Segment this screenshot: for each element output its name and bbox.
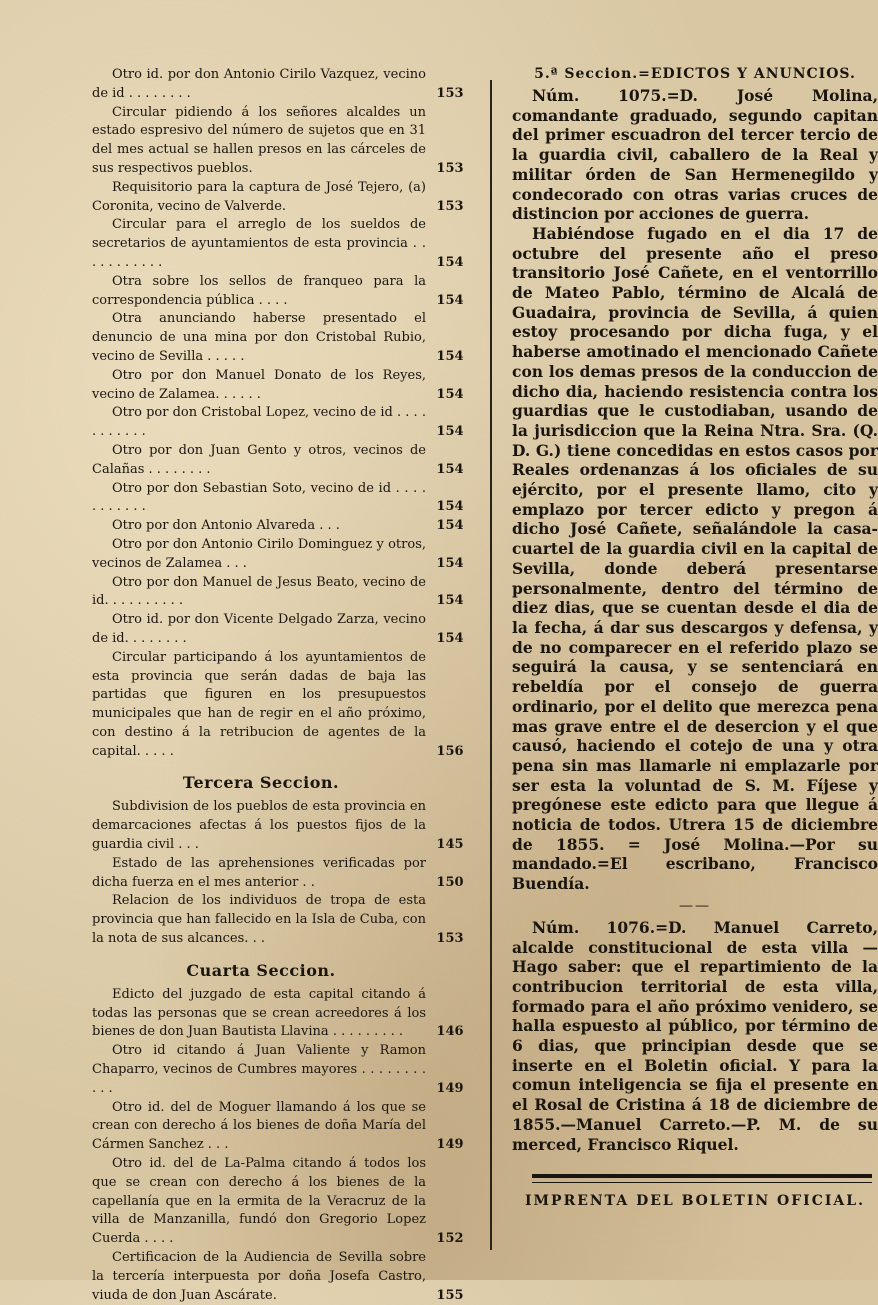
index-entry-text: Otro id. por don Antonio Cirilo Vazquez, vecino de id . . . . . . . .	[92, 67, 426, 101]
index-entry	[92, 404, 470, 442]
column-divider	[490, 80, 492, 1250]
index-entry	[92, 1155, 470, 1249]
index-entry-page: 154	[436, 254, 464, 270]
section-title-tercera: Tercera Seccion.	[182, 773, 340, 793]
index-entry	[92, 1042, 470, 1098]
index-entry-page: 153	[436, 931, 464, 947]
index-entry-page: 156	[436, 743, 464, 759]
index-entry-page: 149	[436, 1080, 464, 1096]
index-entry	[92, 442, 470, 480]
index-entry-page: 155	[436, 1287, 464, 1303]
index-entries-fourth-section	[92, 986, 470, 1305]
index-entry-page: 154	[436, 630, 464, 646]
index-entry-text: Otra anunciando haberse presentado el denuncio de una mina por don Cristobal Rubio, vecino de Sevilla . . . . .	[92, 311, 426, 364]
index-entry-text: Otro id. por don Vicente Delgado Zarza, vecino de id. . . . . . . .	[92, 612, 426, 646]
index-entry-text: Otro por don Antonio Alvareda . . .	[112, 518, 340, 534]
index-entry	[92, 611, 470, 649]
index-entry	[92, 855, 470, 893]
index-entry	[92, 480, 470, 518]
index-entry-text: Otro por don Manuel de Jesus Beato, vecino de id. . . . . . . . . .	[92, 574, 426, 609]
index-entry	[92, 649, 470, 762]
index-entry-page: 145	[436, 837, 464, 853]
index-entry-page: 154	[436, 555, 464, 571]
index-entry-page: 154	[436, 461, 464, 477]
index-entry-text: Otro por don Manuel Donato de los Reyes, vecino de Zalamea. . . . . .	[92, 367, 426, 402]
index-entry	[92, 273, 470, 311]
index-entry-page: 150	[436, 874, 464, 890]
edicts-column	[512, 66, 878, 1209]
index-entry-page: 154	[436, 348, 464, 364]
index-entry-text: Otro por don Juan Gento y otros, vecinos de Calañas . . . . . . . .	[92, 442, 426, 477]
separator: ——	[679, 897, 711, 914]
index-entry	[92, 798, 470, 854]
index-entry	[92, 1249, 470, 1305]
index-entry-text: Otro por don Antonio Cirilo Dominguez y otros, vecinos de Zalamea . . .	[92, 536, 426, 571]
index-entry-page: 153	[436, 85, 464, 101]
index-entry-text: Otro id. del de La-Palma citando á todos los que se crean con derecho á los bienes de la capellanía que en la ermita de la Veracruz de la villa de Manzanilla, fundó don Gregorio Lopez Cuerda . . . .	[92, 1156, 426, 1247]
index-entry-page: 153	[436, 198, 464, 214]
index-entry-text: Otro id citando á Juan Valiente y Ramon Chaparro, vecinos de Cumbres mayores . . . . . . . . . . .	[92, 1043, 426, 1096]
index-entry-text: Certificacion de la Audiencia de Sevilla sobre la tercería interpuesta por doña Josefa Castro, viuda de don Juan Ascárate.	[92, 1250, 426, 1303]
index-entry-page: 154	[436, 518, 464, 534]
index-entry-text: Otro id. del de Moguer llamando á los que se crean con derecho á los bienes de doña María del Cármen Sanchez . . .	[92, 1099, 426, 1153]
index-entry-page: 149	[436, 1137, 464, 1153]
index-entry-page: 154	[436, 292, 464, 308]
index-entry-page: 152	[436, 1231, 464, 1247]
index-entry	[92, 104, 470, 179]
index-entry	[92, 574, 470, 612]
index-entry-text: Requisitorio para la captura de José Tejero, (a) Coronita, vecino de Valverde.	[92, 179, 426, 214]
edict-1075-heading: Núm. 1075.=D. José Molina, comandante graduado, segundo capitan del primer escuadron del tercer tercio de la guardia civil, caballero de la Real y militar órden de San Hermenegildo y condecorado con otras varias cruces de distincion por acciones de guerra.	[512, 86, 878, 224]
index-entry	[92, 310, 470, 366]
index-entry-text: Relacion de los individuos de tropa de esta provincia que han fallecido en la Isla de Cuba, con la nota de sus alcances. . .	[92, 893, 426, 947]
printer-footer: IMPRENTA DEL BOLETIN OFICIAL.	[525, 1193, 865, 1210]
index-entry-text: Edicto del juzgado de esta capital citando á todas las personas que se crean acreedores á los bienes de don Juan Bautista Llavina . . . . . . . . .	[92, 986, 426, 1040]
index-entry-text: Otra sobre los sellos de franqueo para la correspondencia pública . . . .	[92, 273, 426, 308]
index-entry	[92, 892, 470, 948]
index-entry-text: Otro por don Sebastian Soto, vecino de id . . . . . . . . . . .	[92, 480, 426, 515]
section-title-cuarta: Cuarta Seccion.	[186, 960, 336, 980]
index-entries-second-section	[92, 66, 470, 761]
index-entry-page: 146	[436, 1024, 464, 1040]
index-entry	[92, 216, 470, 272]
index-entry-page: 154	[436, 386, 464, 402]
index-entry	[92, 179, 470, 217]
index-entry	[92, 986, 470, 1042]
index-entry-page: 154	[436, 593, 464, 609]
index-column	[92, 66, 470, 1305]
footer-thin-rule	[532, 1182, 872, 1183]
index-entry	[92, 367, 470, 405]
section-header-edictos: 5.ª Seccion.=EDICTOS Y ANUNCIOS.	[534, 66, 856, 82]
index-entry-text: Estado de las aprehensiones verificadas por dicha fuerza en el mes anterior . .	[92, 855, 426, 890]
index-entry-text: Circular para el arreglo de los sueldos de secretarios de ayuntamientos de esta provincia . . . . . . . . . . .	[92, 217, 426, 270]
index-entry-text: Circular pidiendo á los señores alcaldes un estado espresivo del número de sujetos que en 31 del mes actual se hallen presos en las cárceles de sus respectivos pueblos.	[92, 104, 426, 176]
index-entry-text: Circular participando á los ayuntamientos de esta provincia que serán dadas de baja las partidas que figuren en los presupuestos municipales que han de regir en el año próximo, con destino á la retribucion de agentes de la capital. . . . .	[92, 649, 426, 759]
index-entry	[92, 66, 470, 104]
edict-1075-body: Habiéndose fugado en el dia 17 de octubre del presente año el preso transitorio José Cañete, en el ventorrillo de Mateo Pablo, término de Alcalá de Guadaira, provincia de Sevilla, á quien estoy procesando por dicha fuga, y el haberse amotinado el mencionado Cañete con los demas presos de la conduccion de dicho dia, haciendo resistencia contra los guardias que le custodiaban, usando de la jurisdiccion que la Reina Ntra. Sra. (Q. D. G.) tiene concedidas en estos casos por Reales ordenanzas á los oficiales de su ejército, por el presente llamo, cito y emplazo por tercer edicto y pregon á dicho José Cañete, señalándole la casa-cuartel de la guardia civil en la capital de Sevilla, donde deberá presentarse personalmente, dentro del término de diez dias, que se cuentan desde el dia de la fecha, á dar sus descargos y defensa, y de no comparecer en el referido plazo se seguirá la causa, y se sentenciará en rebeldía por el consejo de guerra ordinario, por el delito que merezca pena mas grave entre el de desercion y el que causó, haciendo el cotejo de una y otra pena sin mas llamarle ni emplazarle por ser esta la voluntad de S. M. Fíjese y pregónese este edicto para que llegue á noticia de todos. Utrera 15 de diciembre de 1855. = José Molina.—Por su mandado.=El escribano, Francisco Buendía.	[512, 223, 878, 894]
index-entry	[92, 536, 470, 574]
index-entry	[92, 517, 470, 536]
index-entry-page: 154	[436, 424, 464, 440]
index-entries-third-section	[92, 798, 470, 948]
index-entry-text: Subdivision de los pueblos de esta provincia en demarcaciones afectas á los puestos fijos de la guardia civil . . .	[92, 799, 426, 853]
index-entry-page: 154	[436, 499, 464, 515]
index-entry	[92, 1099, 470, 1155]
index-entry-text: Otro por don Cristobal Lopez, vecino de id . . . . . . . . . . .	[92, 405, 426, 440]
edict-1076-body: Núm. 1076.=D. Manuel Carreto, alcalde constitucional de esta villa —Hago saber: que el repartimiento de la contribucion territorial de esta villa, formado para el año próximo venidero, se halla espuesto al público, por término de 6 dias, que principian desde que se inserte en el Boletin oficial. Y para la comun inteligencia se fija el presente en el Rosal de Cristina á 18 de diciembre de 1855.—Manuel Carreto.—P. M. de su merced, Francisco Riquel.	[512, 917, 878, 1154]
footer-thick-rule	[532, 1174, 872, 1178]
index-entry-page: 153	[436, 160, 464, 176]
